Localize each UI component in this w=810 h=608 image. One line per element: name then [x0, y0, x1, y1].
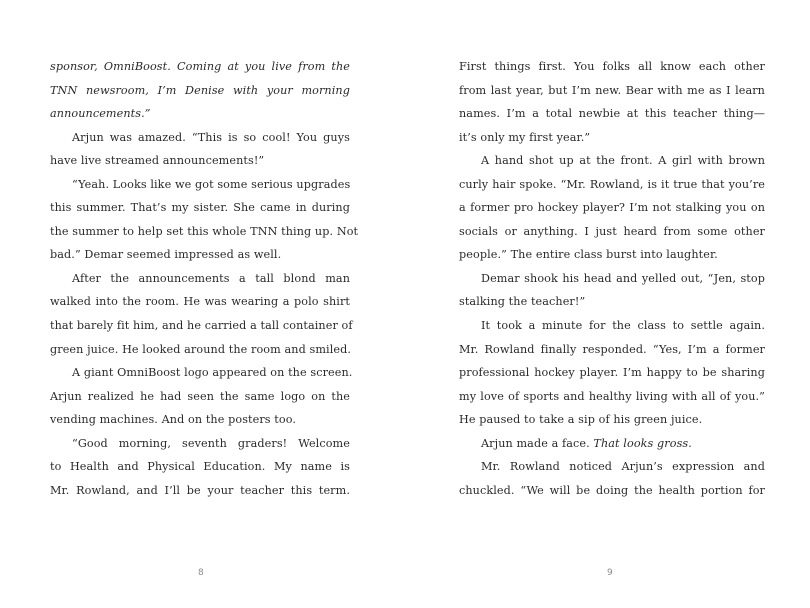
- text-line-content: He paused to take a sip of his green juice.: [459, 413, 703, 427]
- text-line: [459, 314, 765, 338]
- text-line: [50, 102, 350, 126]
- text-line: [50, 338, 350, 362]
- text-line-content: TNN newsroom, I’m Denise with your morning: [50, 83, 350, 97]
- left-page-text: [50, 55, 359, 502]
- text-line: [459, 455, 765, 479]
- text-line-content: stalking the teacher!”: [459, 295, 586, 309]
- text-line: [459, 102, 765, 126]
- text-line-content: announcements.”: [50, 107, 151, 121]
- text-line-content: this summer. That’s my sister. She came in during: [50, 201, 350, 215]
- italic-thought: That looks gross.: [593, 436, 692, 450]
- text-line: [459, 55, 765, 79]
- text-line: [459, 267, 765, 291]
- text-line-content: bad.” Demar seemed impressed as well.: [50, 248, 282, 262]
- text-line-content: A giant OmniBoost logo appeared on the screen.: [72, 366, 353, 380]
- text-line: [459, 173, 765, 197]
- text-line: [459, 479, 765, 503]
- text-line: [50, 267, 350, 291]
- text-line-content: to Health and Physical Education. My name is: [50, 460, 350, 474]
- text-line-content: curly hair spoke. “Mr. Rowland, is it true that you’re: [459, 177, 765, 191]
- text-line: [50, 196, 350, 220]
- text-line: [459, 149, 765, 173]
- text-line: [50, 149, 350, 173]
- text-line: [50, 408, 350, 432]
- text-line-content: names. I’m a total newbie at this teacher thing—: [459, 107, 765, 121]
- text-line: [459, 126, 765, 150]
- text-line: [50, 479, 350, 503]
- text-line: [459, 79, 765, 103]
- text-line-content: Arjun was amazed. “This is so cool! You guys: [72, 130, 350, 144]
- text-line-content: First things first. You folks all know each other: [459, 60, 765, 73]
- text-line: [459, 408, 765, 432]
- text-line-content: a former pro hockey player? I’m not stalking you on: [459, 201, 765, 215]
- text-line-content: people.” The entire class burst into laughter.: [459, 248, 718, 262]
- text-line: [50, 220, 359, 244]
- text-line: [50, 314, 353, 338]
- right-page-text: [459, 55, 765, 502]
- text-line-content: green juice. He looked around the room and smiled.: [50, 342, 352, 356]
- text-line-content: “Good morning, seventh graders! Welcome: [72, 436, 350, 450]
- text-line-content: Arjun made a face.: [481, 436, 594, 450]
- text-line: [459, 361, 765, 385]
- text-line-content: Mr. Rowland finally responded. “Yes, I’m a former: [459, 342, 765, 356]
- text-line: [50, 126, 350, 150]
- text-line: [50, 79, 350, 103]
- page-number-left: 8: [198, 568, 204, 578]
- text-line-content: sponsor, OmniBoost. Coming at you live from the: [50, 60, 350, 73]
- text-line: [50, 55, 350, 79]
- text-line-content: chuckled. “We will be doing the health portion for: [459, 483, 765, 497]
- text-line-content: socials or anything. I just heard from some other: [459, 224, 765, 238]
- text-line-content: from last year, but I’m new. Bear with me as I learn: [459, 83, 765, 97]
- text-line-content: have live streamed announcements!”: [50, 154, 265, 168]
- text-line-content: walked into the room. He was wearing a polo shirt: [50, 295, 350, 309]
- text-line-content: my love of sports and healthy living with all of you.”: [459, 389, 765, 403]
- text-line-content: the summer to help set this whole TNN thing up. Not: [50, 224, 359, 238]
- text-line-content: Mr. Rowland, and I’ll be your teacher this term.: [50, 483, 350, 497]
- text-line: [50, 455, 350, 479]
- text-line: [459, 385, 765, 409]
- text-line: [459, 196, 765, 220]
- text-line-content: After the announcements a tall blond man: [72, 271, 350, 285]
- text-line-content: professional hockey player. I’m happy to be sharing: [459, 366, 765, 380]
- text-line-content: It took a minute for the class to settle again.: [481, 319, 765, 333]
- text-line: [50, 173, 350, 197]
- text-line: [50, 361, 353, 385]
- text-line: [459, 290, 765, 314]
- text-line-content: vending machines. And on the posters too.: [50, 413, 297, 427]
- text-line-content: A hand shot up at the front. A girl with brown: [481, 154, 765, 168]
- text-line: [50, 432, 350, 456]
- text-line-content: Mr. Rowland noticed Arjun’s expression and: [481, 460, 765, 474]
- text-line-content: that barely fit him, and he carried a tall container of: [50, 319, 353, 333]
- page-number-right: 9: [607, 568, 613, 578]
- text-line: [459, 432, 765, 456]
- text-line: [459, 243, 765, 267]
- text-line: [50, 243, 350, 267]
- text-line: [459, 220, 765, 244]
- text-line-content: “Yeah. Looks like we got some serious upgrades: [72, 177, 351, 191]
- text-line-content: Arjun realized he had seen the same logo on the: [50, 389, 350, 403]
- text-line-content: it’s only my first year.”: [459, 130, 591, 144]
- text-line: [459, 338, 765, 362]
- text-line: [50, 290, 350, 314]
- text-line: [50, 385, 350, 409]
- text-line-content: Demar shook his head and yelled out, “Jen, stop: [481, 271, 765, 285]
